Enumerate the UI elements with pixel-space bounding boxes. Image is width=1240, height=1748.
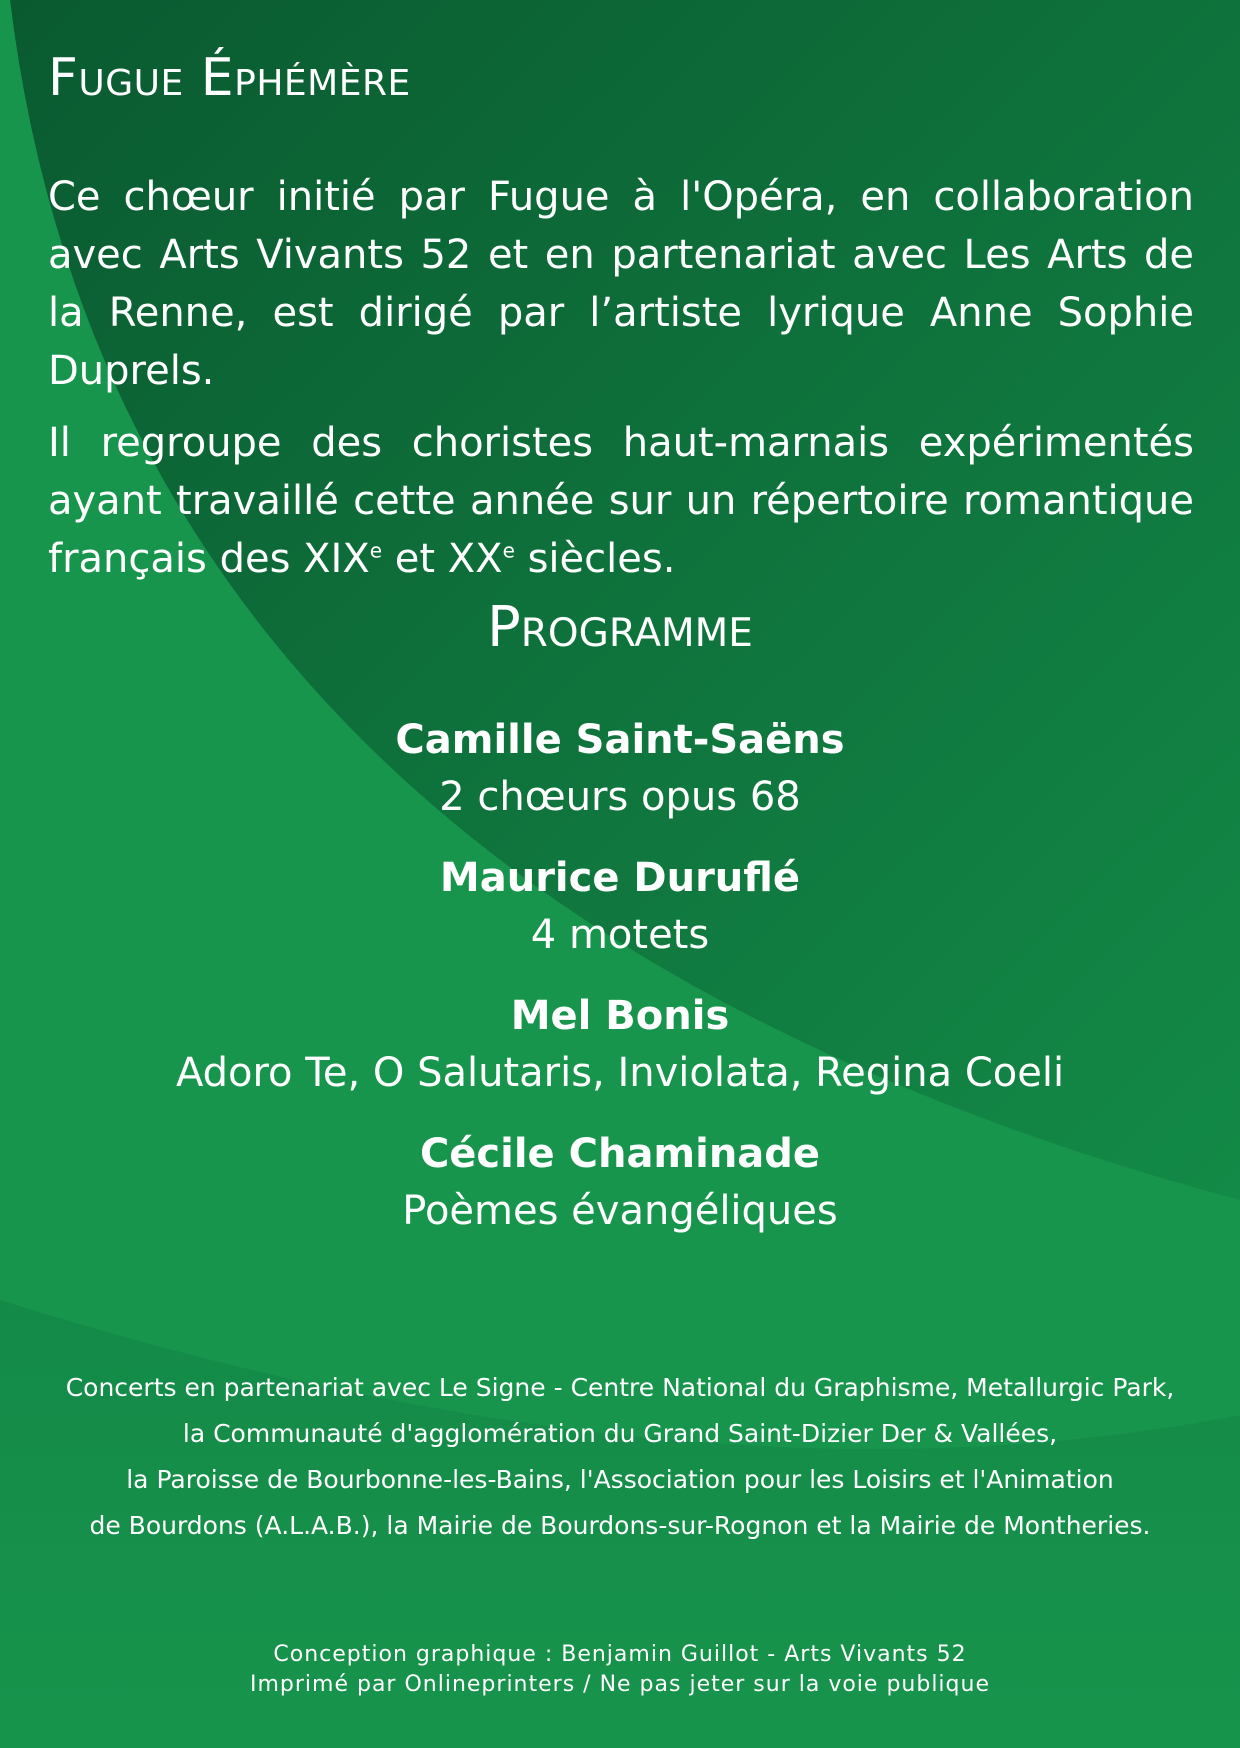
composer-name: Maurice Duruflé <box>439 855 801 901</box>
intro-text <box>48 168 1194 602</box>
partners-text <box>60 1365 1180 1549</box>
programme-item <box>0 714 1240 828</box>
superscript-e: e <box>502 538 515 563</box>
intro-paragraph-1: Ce chœur initié par Fugue à l'Opéra, en collaboration avec Arts Vivants 52 et en partenariat avec Les Arts de la Renne, est dirigé par l’artiste lyrique Anne Sophie Duprels. <box>48 174 1194 394</box>
intro-paragraph-2-main: Il regroupe des choristes haut-marnais expérimentés ayant travaillé cette année sur un répertoire romantique français des XIX <box>48 420 1194 582</box>
programme-item <box>0 852 1240 966</box>
works-title: Poèmes évangéliques <box>402 1188 838 1234</box>
programme-heading: Programme <box>487 595 753 660</box>
composer-name: Mel Bonis <box>510 993 730 1039</box>
works-title: 2 chœurs opus 68 <box>439 774 801 820</box>
works-title: 4 motets <box>530 912 710 958</box>
design-credit: Conception graphique : Benjamin Guillot - Arts Vivants 52 <box>273 1642 967 1667</box>
intro-paragraph-2 <box>48 414 1194 588</box>
programme-list <box>0 714 1240 1266</box>
print-credit: Imprimé par Onlineprinters / Ne pas jeter sur la voie publique <box>249 1672 990 1697</box>
intro-paragraph-2-end: siècles. <box>514 536 676 582</box>
credits <box>0 1640 1240 1700</box>
brand-title: Fugue Éphémère <box>48 48 411 108</box>
programme-item <box>0 1128 1240 1242</box>
programme-item <box>0 990 1240 1104</box>
works-title: Adoro Te, O Salutaris, Inviolata, Regina Coeli <box>175 1050 1065 1096</box>
intro-paragraph-2-and: et XX <box>382 536 503 582</box>
partners-line: Concerts en partenariat avec Le Signe - Centre National du Graphisme, Metallurgic Park, <box>65 1373 1175 1402</box>
composer-name: Camille Saint-Saëns <box>395 717 845 763</box>
composer-name: Cécile Chaminade <box>419 1131 821 1177</box>
partners-line: la Communauté d'agglomération du Grand Saint-Dizier Der & Vallées, <box>182 1419 1058 1448</box>
partners-line: la Paroisse de Bourbonne-les-Bains, l'Association pour les Loisirs et l'Animation <box>126 1465 1114 1494</box>
superscript-e: e <box>369 538 383 563</box>
partners-line: de Bourdons (A.L.A.B.), la Mairie de Bourdons-sur-Rognon et la Mairie de Montheries. <box>89 1511 1151 1540</box>
